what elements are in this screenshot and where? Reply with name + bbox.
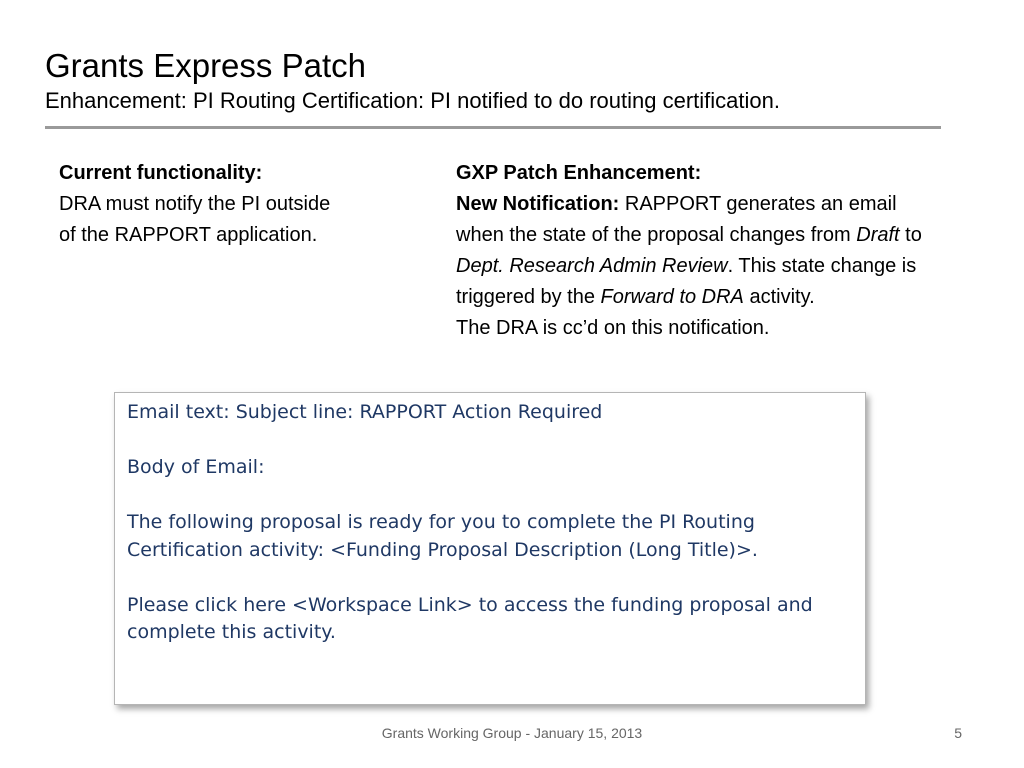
gxp-patch-heading: GXP Patch Enhancement: xyxy=(456,162,702,184)
footer-text: Grants Working Group - January 15, 2013 xyxy=(381,725,643,741)
slide-subtitle: Enhancement: PI Routing Certification: PI notified to do routing certification. xyxy=(45,88,780,113)
email-subject-line: Email text: Subject line: RAPPORT Action Required xyxy=(127,401,603,423)
email-paragraph-2: Please click here <Workspace Link> to access the funding proposal and complete this activity. xyxy=(127,593,813,643)
title-divider xyxy=(45,126,941,129)
email-text-box xyxy=(114,392,866,705)
cc-line: The DRA is cc’d on this notification. xyxy=(456,317,770,339)
slide-title: Grants Express Patch xyxy=(45,47,366,84)
current-functionality-line-1: DRA must notify the PI outside xyxy=(59,193,331,215)
new-notification-paragraph xyxy=(456,189,936,313)
new-notification-label: New Notification: xyxy=(456,193,620,215)
notification-text-4: activity. xyxy=(743,286,815,308)
draft-state: Draft xyxy=(856,224,900,246)
notification-text-1: RAPPORT generates an email when the state of the proposal changes from xyxy=(456,193,897,246)
review-state: Dept. Research Admin Review xyxy=(456,255,728,277)
email-paragraph-1: The following proposal is ready for you to complete the PI Routing Certification activity: <Funding Proposal Description (Long Title)>. xyxy=(127,511,758,561)
activity-name: Forward to DRA xyxy=(600,286,744,308)
title-block xyxy=(45,46,945,116)
page-number: 5 xyxy=(954,725,962,741)
current-functionality-section xyxy=(59,158,399,251)
gxp-patch-section xyxy=(456,158,936,344)
current-functionality-line-2: of the RAPPORT application. xyxy=(59,224,318,246)
notification-text-3: . This state change is triggered by the xyxy=(456,255,917,308)
notification-text-2: to xyxy=(899,224,922,246)
email-body-heading: Body of Email: xyxy=(127,456,265,478)
current-functionality-heading: Current functionality: xyxy=(59,162,263,184)
